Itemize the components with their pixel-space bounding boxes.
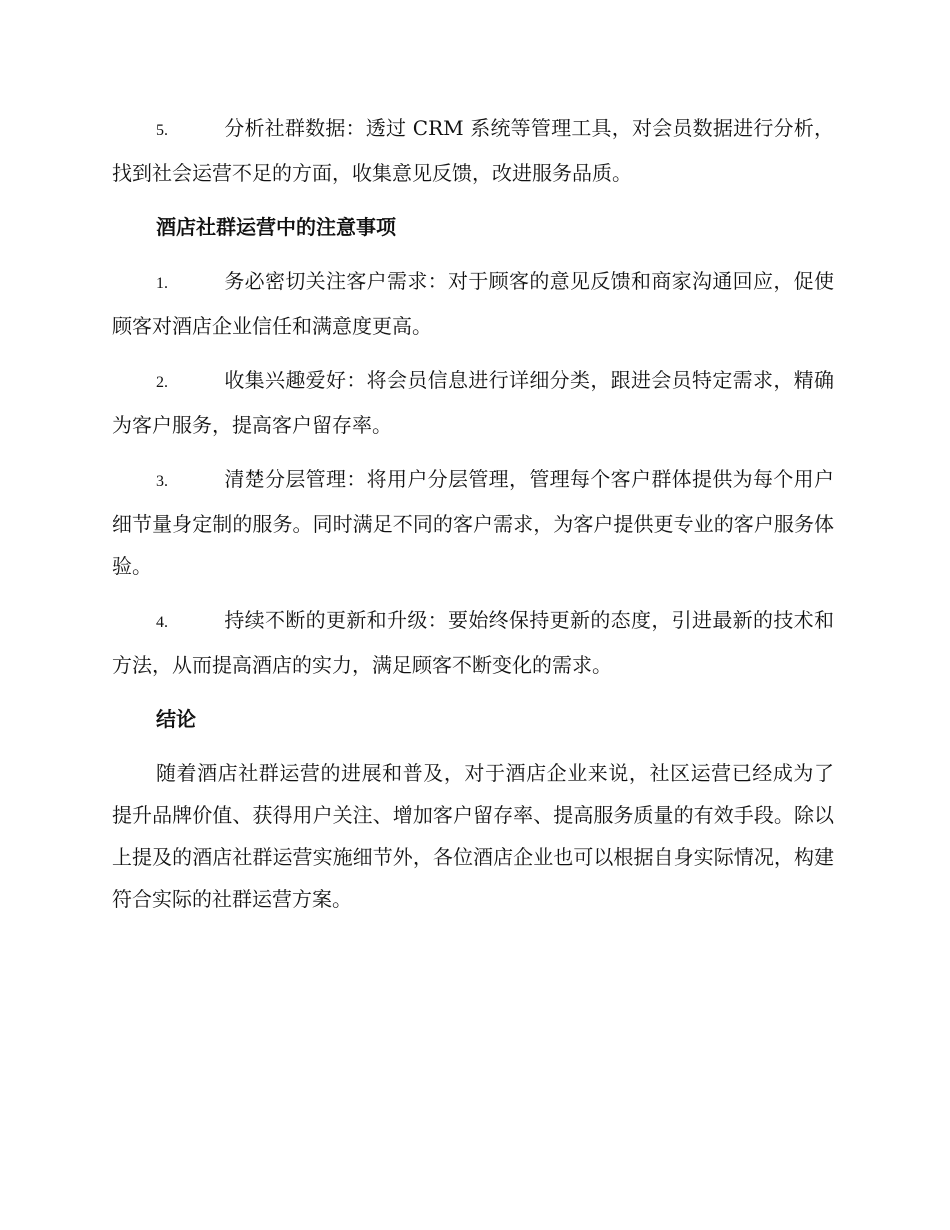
conclusion-paragraph: 随着酒店社群运营的进展和普及，对于酒店企业来说，社区运营已经成为了提升品牌价值、获得用户关注、增加客户留存率、提高服务质量的有效手段。除以上提及的酒店社群运营实施细节外，各位酒店企业也可以根据自身实际情况，构建符合实际的社群运营方案。 [112,761,834,911]
list-item [112,260,834,347]
list-item [112,107,834,194]
list-item [112,599,834,686]
list-item [112,359,834,446]
list-item-text: 持续不断的更新和升级：要始终保持更新的态度，引进最新的技术和方法，从而提高酒店的实力，满足顾客不断变化的需求。 [112,608,834,677]
list-item-text: 分析社群数据：透过 CRM 系统等管理工具，对会员数据进行分析，找到社会运营不足的方面，收集意见反馈，改进服务品质。 [112,116,834,185]
list-item-number: 3. [156,473,168,490]
section-heading-notes: 酒店社群运营中的注意事项 [156,215,396,239]
list-item-text: 务必密切关注客户需求：对于顾客的意见反馈和商家沟通回应，促使顾客对酒店企业信任和满意度更高。 [112,269,834,338]
list-item-number: 2. [156,374,168,391]
list-item-number: 5. [156,122,168,139]
list-item-number: 4. [156,614,168,631]
list-item-text: 清楚分层管理：将用户分层管理，管理每个客户群体提供为每个用户细节量身定制的服务。同时满足不同的客户需求，为客户提供更专业的客户服务体验。 [112,467,834,578]
document-page [112,107,834,932]
list-item-number: 1. [156,275,168,292]
section-heading-conclusion: 结论 [156,707,196,731]
list-item-text: 收集兴趣爱好：将会员信息进行详细分类，跟进会员特定需求，精确为客户服务，提高客户留存率。 [112,368,834,437]
list-item [112,458,834,587]
